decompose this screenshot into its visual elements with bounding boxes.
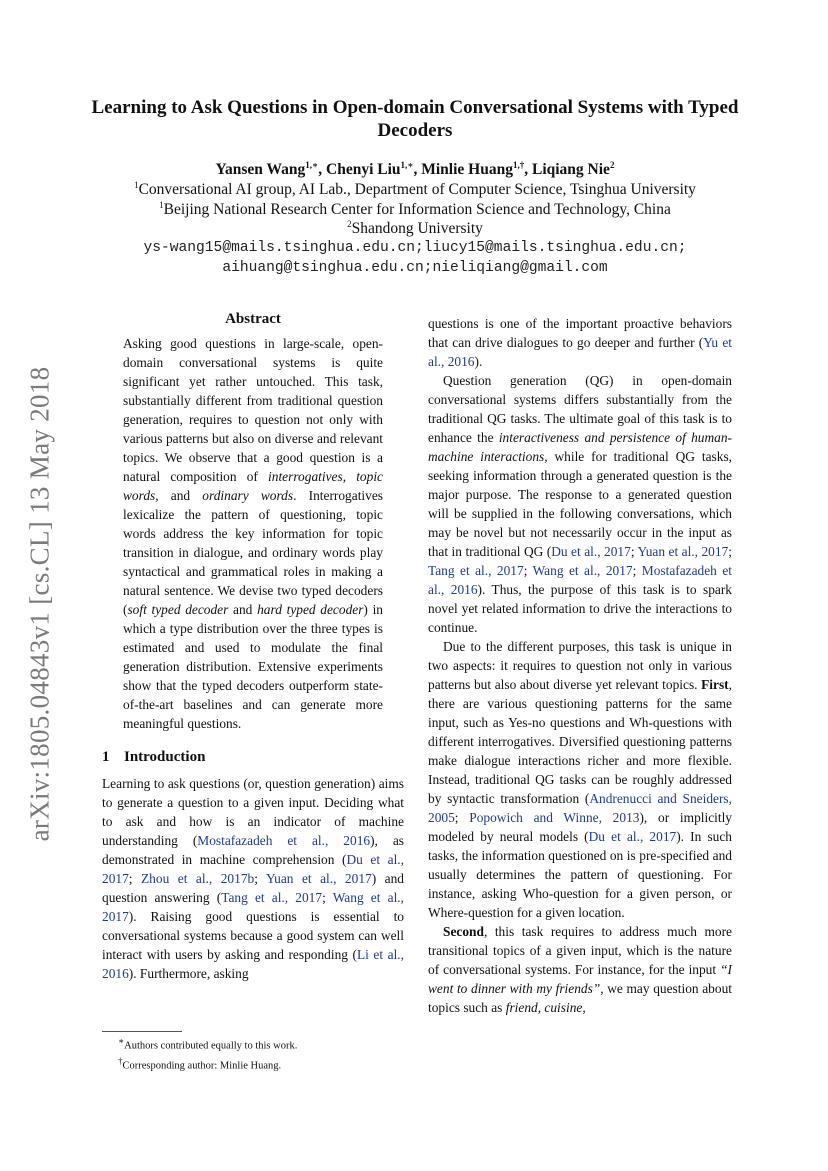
body-paragraph <box>428 314 732 371</box>
citation-link[interactable]: Mostafazadeh et al., 2016 <box>428 563 732 597</box>
text-run: ; <box>454 810 470 825</box>
text-run: , this task requires to address much more transitional topics of a given input, which is the nature of conversational systems. For instance, for the input <box>428 924 732 977</box>
italic-text: ordinary words <box>202 488 294 503</box>
text-run: ; <box>630 544 638 559</box>
text-run: , <box>342 469 357 484</box>
text-run: Asking good questions in large-scale, open-domain conversational systems is quite significant yet rather untouched. This task, substantially different from traditional question generation, requires to question not only with various patterns but also on diverse and relevant topics. We observe that a good question is a natural composition of <box>123 336 383 484</box>
intro-paragraph <box>102 774 404 983</box>
italic-text: “I went to dinner with my friends” <box>428 962 732 996</box>
affiliation-2: $^1$Beijing National Research Center for Information Science and Technology, China <box>159 200 671 219</box>
affiliation-1: $^1$Conversational AI group, AI Lab., Department of Computer Science, Tsinghua University <box>134 180 696 199</box>
text-run: ). <box>474 354 483 369</box>
italic-text: friend, cuisine, <box>505 1000 586 1015</box>
arxiv-stamp-text: arXiv:1805.04843v1 [cs.CL] 13 May 2018 <box>24 366 55 842</box>
paper-title: Learning to Ask Questions in Open-domain Conversational Systems with Typed Decoders <box>91 97 739 141</box>
email-line-2[interactable]: aihuang@tsinghua.edu.cn;nieliqiang@gmail.com <box>222 260 608 276</box>
citation-link[interactable]: Mostafazadeh et al., 2016 <box>197 833 371 848</box>
abstract-heading: Abstract <box>225 311 281 327</box>
text-run: ), or implicitly modeled by neural models ( <box>428 810 733 844</box>
affiliation-3: $^2$Shandong University <box>347 219 483 238</box>
italic-text: soft typed decoder <box>127 602 229 617</box>
author-1: Yansen Wang$^{1,∗}$, <box>215 160 327 179</box>
citation-link[interactable]: Du et al., 2017 <box>551 544 631 559</box>
citation-link[interactable]: Yu et al., 2016 <box>428 335 732 369</box>
body-paragraph <box>428 371 732 637</box>
text-run: ; <box>728 544 732 559</box>
bold-text: First <box>701 677 729 692</box>
citation-link[interactable]: Andrenucci and Sneiders, 2005 <box>428 791 732 825</box>
arxiv-sidebar-stamp <box>20 354 60 854</box>
email-line-1[interactable]: ys-wang15@mails.tsinghua.edu.cn;liucy15@mails.tsinghua.edu.cn; <box>143 240 687 256</box>
text-run: ) in which a type distribution over the three types is estimated and used to modulate the final generation distribution. Extensive experiments show that the typed decoders outperform state-of-the-art baselines and can generate more meaningful questions. <box>123 602 383 731</box>
citation-link[interactable]: Wang et al., 2017 <box>532 563 633 578</box>
text-run: ). In such tasks, the information questioned on is pre-specified and usually determines the pattern of questioning. For instance, asking Who-question for a given person, or Where-question for a given location. <box>428 829 732 920</box>
text-run: ; <box>322 890 333 905</box>
footnote-1: ∗Authors contributed equally to this work. <box>118 1036 298 1052</box>
footnotes <box>102 1034 404 1073</box>
text-run: ; <box>523 563 533 578</box>
text-run: ; <box>254 871 266 886</box>
body-paragraph <box>428 922 732 1017</box>
section-number: 1 <box>102 749 110 765</box>
footnote-2: †Corresponding author: Minlie Huang. <box>118 1055 282 1071</box>
section-heading-introduction <box>102 747 404 767</box>
text-run: ). Furthermore, asking <box>128 966 249 981</box>
text-run: ; <box>128 871 141 886</box>
citation-link[interactable]: Du et al., 2017 <box>102 852 404 886</box>
citation-link[interactable]: Yuan et al., 2017 <box>265 871 372 886</box>
text-run: . Interrogatives lexicalize the pattern of questioning, topic words address the key information for topic transition in dialogue, and ordinary words play syntactical and grammatical roles in making a natural sentence. We devise two typed decoders ( <box>123 488 383 617</box>
text-run: Question generation (QG) in open-domain conversational systems differs substantially from the traditional QG tasks. The ultimate goal of this task is to enhance the <box>428 373 732 445</box>
text-run: ). Raising good questions is essential to conversational systems because a good system can well interact with users by asking and responding ( <box>102 909 404 962</box>
footnote-rule <box>102 1031 182 1032</box>
citation-link[interactable]: Tang et al., 2017 <box>221 890 323 905</box>
citation-link[interactable]: Du et al., 2017 <box>588 829 677 844</box>
section-title: Introduction <box>124 749 206 765</box>
italic-text: interrogatives <box>268 469 343 484</box>
citation-link[interactable]: Tang et al., 2017 <box>428 563 524 578</box>
left-column <box>102 311 404 983</box>
citation-link[interactable]: Popowich and Winne, 2013 <box>469 810 640 825</box>
author-3: Minlie Huang$^{1,\dagger}$, <box>421 160 532 179</box>
text-run: , there are various questioning patterns for the same input, such as Yes-no questions and Wh-questions with different interrogatives. Diversified questioning patterns make dialogue interactions richer and more flexible. Instead, traditional QG tasks can be roughly addressed by syntactic transformation ( <box>428 677 732 806</box>
text-run: , while for traditional QG tasks, seeking information through a generated question is the major purpose. The response to a generated question will be supplied in the following conversations, which may be novel but not necessarily occur in the input as that in traditional QG ( <box>428 449 733 559</box>
text-run: , we may question about topics such as <box>428 981 732 1015</box>
author-4: Liqiang Nie$^2$ <box>531 160 615 179</box>
text-run: Learning to ask questions (or, question generation) aims to generate a question to a given input. Deciding what to ask and how is an indicator of machine understanding ( <box>102 776 404 848</box>
text-run: ) and question answering ( <box>102 871 404 905</box>
author-list <box>90 160 740 179</box>
text-run: ). Thus, the purpose of this task is to spark novel yet related information to drive the interactions to continue. <box>428 582 732 635</box>
text-run: ), as demonstrated in machine comprehension ( <box>102 833 405 867</box>
text-run: ; <box>632 563 642 578</box>
italic-text: interactiveness and persistence of human-machine interactions <box>428 430 732 464</box>
citation-link[interactable]: Zhou et al., 2017b <box>141 871 255 886</box>
bold-text: Second <box>443 924 484 939</box>
citation-link[interactable]: Li et al., 2016 <box>102 947 404 981</box>
citation-link[interactable]: Wang et al., 2017 <box>102 890 404 924</box>
citation-link[interactable]: Yuan et al., 2017 <box>637 544 729 559</box>
italic-text: hard typed decoder <box>257 602 364 617</box>
text-run: and <box>228 602 258 617</box>
right-column <box>428 314 732 1017</box>
text-run: Due to the different purposes, this task is unique in two aspects: it requires to question not only in various patterns but also about diverse yet relevant topics. <box>428 639 732 692</box>
text-run: questions is one of the important proactive behaviors that can drive dialogues to go deeper and further ( <box>428 316 732 350</box>
text-run: , and <box>155 488 203 503</box>
body-paragraph <box>428 637 732 922</box>
author-2: Chenyi Liu$^{1,∗}$, <box>326 160 422 179</box>
abstract-body <box>123 334 383 733</box>
italic-text: topic words <box>123 469 383 503</box>
